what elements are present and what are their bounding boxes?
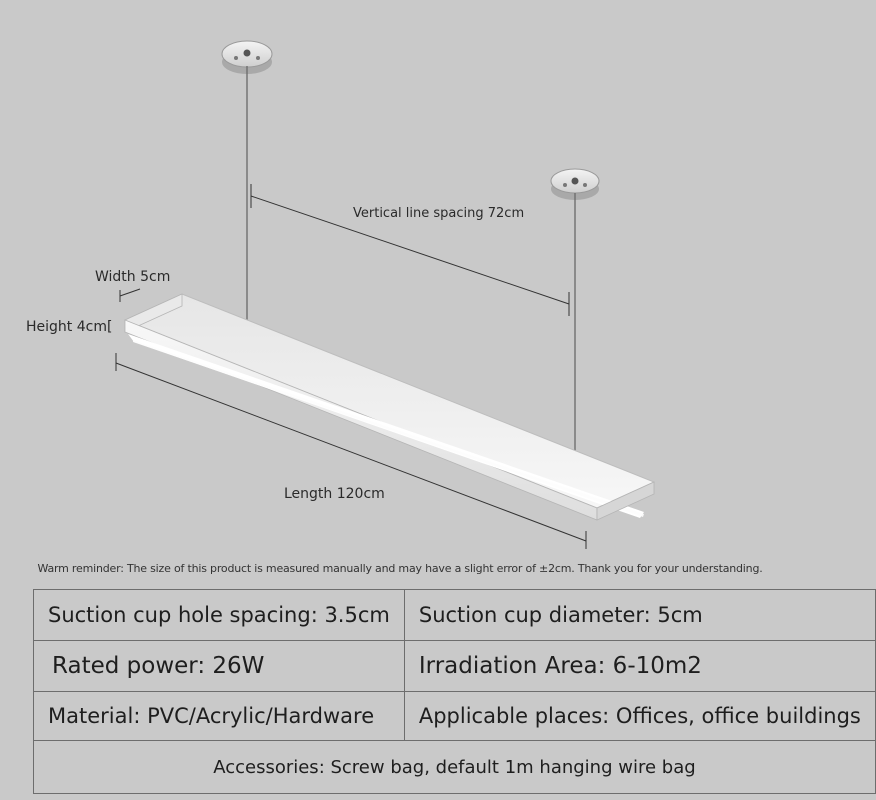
table-row: [34, 641, 876, 692]
spec-table: [33, 589, 876, 794]
width-label: Width 5cm: [95, 269, 171, 285]
table-row: [34, 692, 876, 741]
measurement-reminder: Warm reminder: The size of this product is measured manually and may have a slight error of ±2cm. Thank you for your understanding.: [37, 562, 763, 575]
length-label: Length 120cm: [284, 486, 385, 502]
spec-applicable-places: Applicable places: Offices, office buildings: [404, 692, 875, 741]
table-row: [34, 741, 876, 794]
spec-irradiation-area: Irradiation Area: 6-10m2: [404, 641, 875, 692]
width-dimension-line: [120, 289, 140, 302]
spacing-label: Vertical line spacing 72cm: [353, 206, 525, 221]
spacing-dimension-line: [251, 184, 569, 316]
table-row: [34, 590, 876, 641]
height-label: Height 4cm[: [26, 319, 113, 335]
spec-hole-spacing: Suction cup hole spacing: 3.5cm: [34, 590, 405, 641]
spec-rated-power: Rated power: 26W: [34, 641, 405, 692]
spec-cup-diameter: Suction cup diameter: 5cm: [404, 590, 875, 641]
spec-accessories: Accessories: Screw bag, default 1m hanging wire bag: [34, 741, 876, 794]
spec-material: Material: PVC/Acrylic/Hardware: [34, 692, 405, 741]
